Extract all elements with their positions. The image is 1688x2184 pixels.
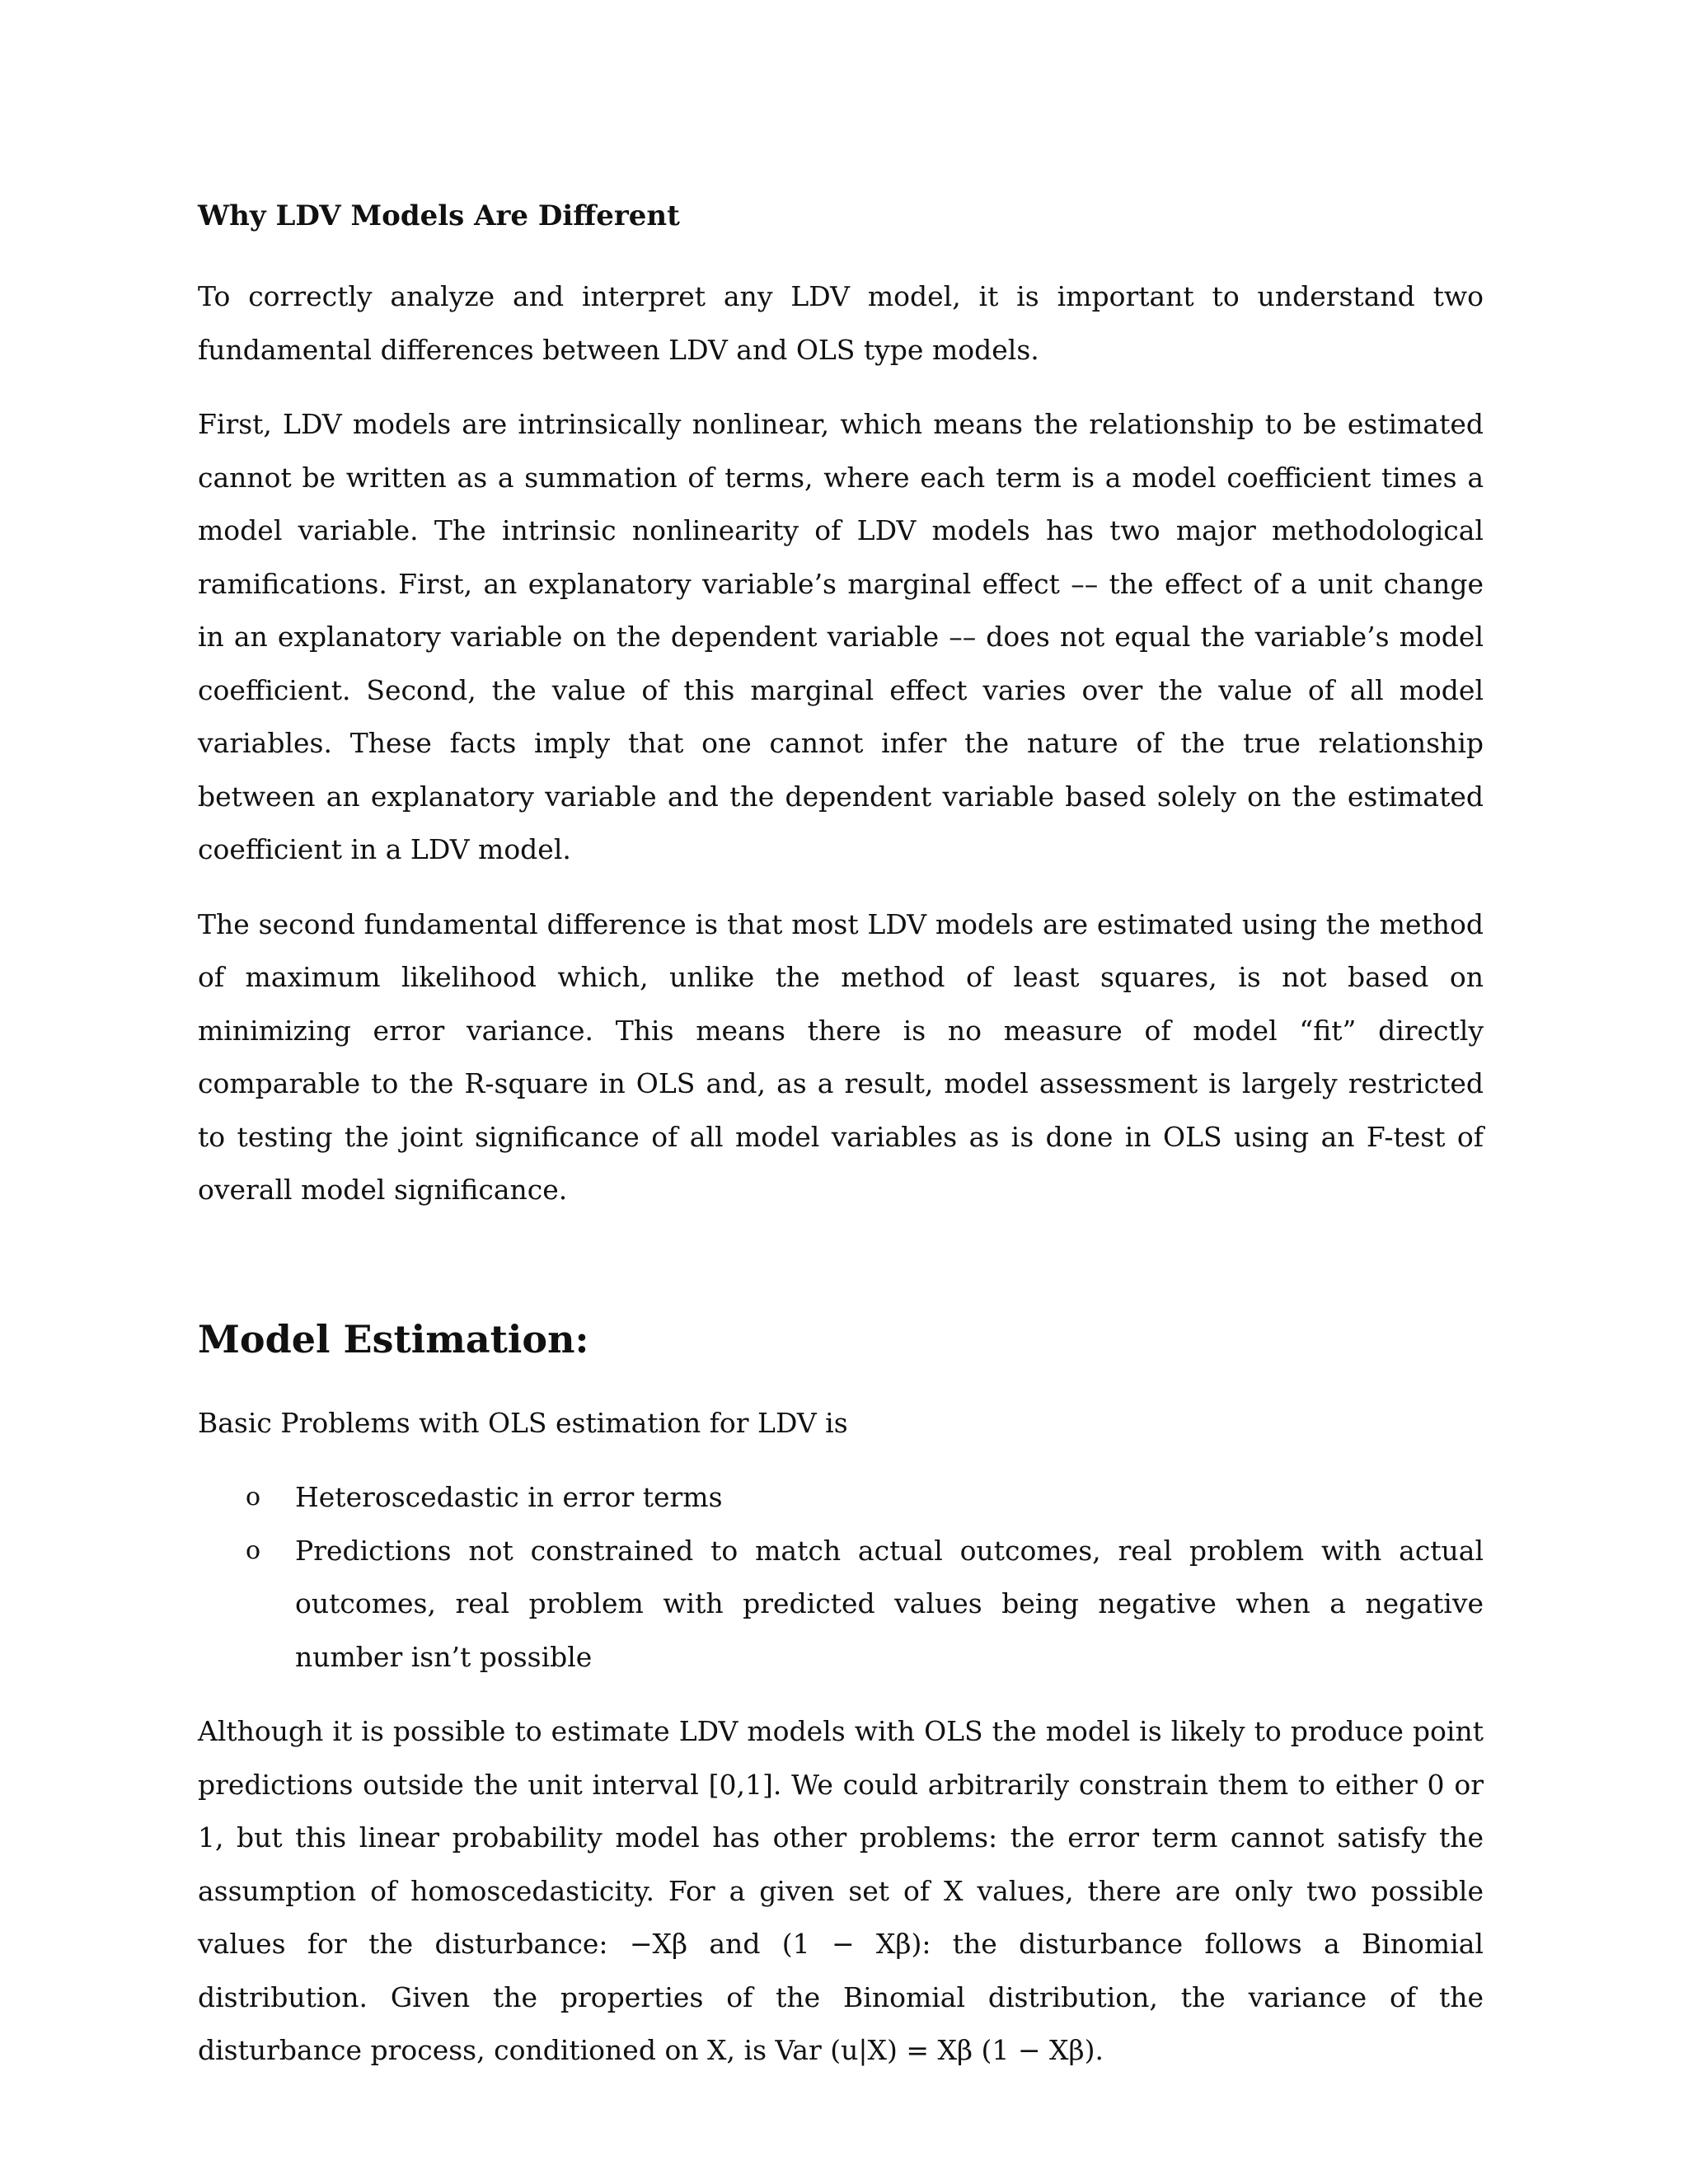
bullet-circle-icon: o (246, 1535, 261, 1565)
document-page (198, 194, 1484, 2099)
paragraph-basic-problems: Basic Problems with OLS estimation for LDV is (198, 1406, 848, 1439)
paragraph-intro: To correctly analyze and interpret any LDV model, it is important to understand two fundamental differences between LDV and OLS type models. (198, 280, 1484, 366)
list-item (198, 1471, 1484, 1525)
list-item-text: Predictions not constrained to match actual outcomes, real problem with actual outcomes, real problem with predicted values being negative when a negative number isn’t possible (295, 1534, 1484, 1673)
bullet-circle-icon: o (246, 1483, 261, 1511)
section-heading-why-ldv: Why LDV Models Are Different (198, 199, 680, 232)
list-item (198, 1525, 1484, 1685)
section-heading-model-estimation: Model Estimation: (198, 1316, 589, 1361)
bullet-list (198, 1471, 1484, 1684)
paragraph-maximum-likelihood: The second fundamental difference is that most LDV models are estimated using the method of maximum likelihood which, unlike the method of least squares, is not based on minimizing error variance. This means there is no measure of model “fit” directly comparable to the R-square in OLS and, as a result, model assessment is largely restricted to testing the joint significance of all model variables as is done in OLS using an F-test of overall model significance. (198, 907, 1484, 1206)
list-item-text: Heteroscedastic in error terms (295, 1481, 723, 1513)
paragraph-linear-probability: Although it is possible to estimate LDV models with OLS the model is likely to produce point predictions outside the unit interval [0,1]. We could arbitrarily constrain them to either 0 or 1, but this linear probability model has other problems: the error term cannot satisfy the assumption of homoscedasticity. For a given set of X values, there are only two possible values for the disturbance: −Xβ and (1 − Xβ): the disturbance follows a Binomial distribution. Given the properties of the Binomial distribution, the variance of the disturbance process, conditioned on X, is Var (u|X) = Xβ (1 − Xβ). (198, 1715, 1484, 2066)
paragraph-nonlinearity: First, LDV models are intrinsically nonlinear, which means the relationship to be estimated cannot be written as a summation of terms, where each term is a model coefficient times a model variable. The intrinsic nonlinearity of LDV models has two major methodological ramifications. First, an explanatory variable’s marginal effect –– the effect of a unit change in an explanatory variable on the dependent variable –– does not equal the variable’s model coefficient. Second, the value of this marginal effect varies over the value of all model variables. These facts imply that one cannot infer the nature of the true relationship between an explanatory variable and the dependent variable based solely on the estimated coefficient in a LDV model. (198, 408, 1484, 865)
